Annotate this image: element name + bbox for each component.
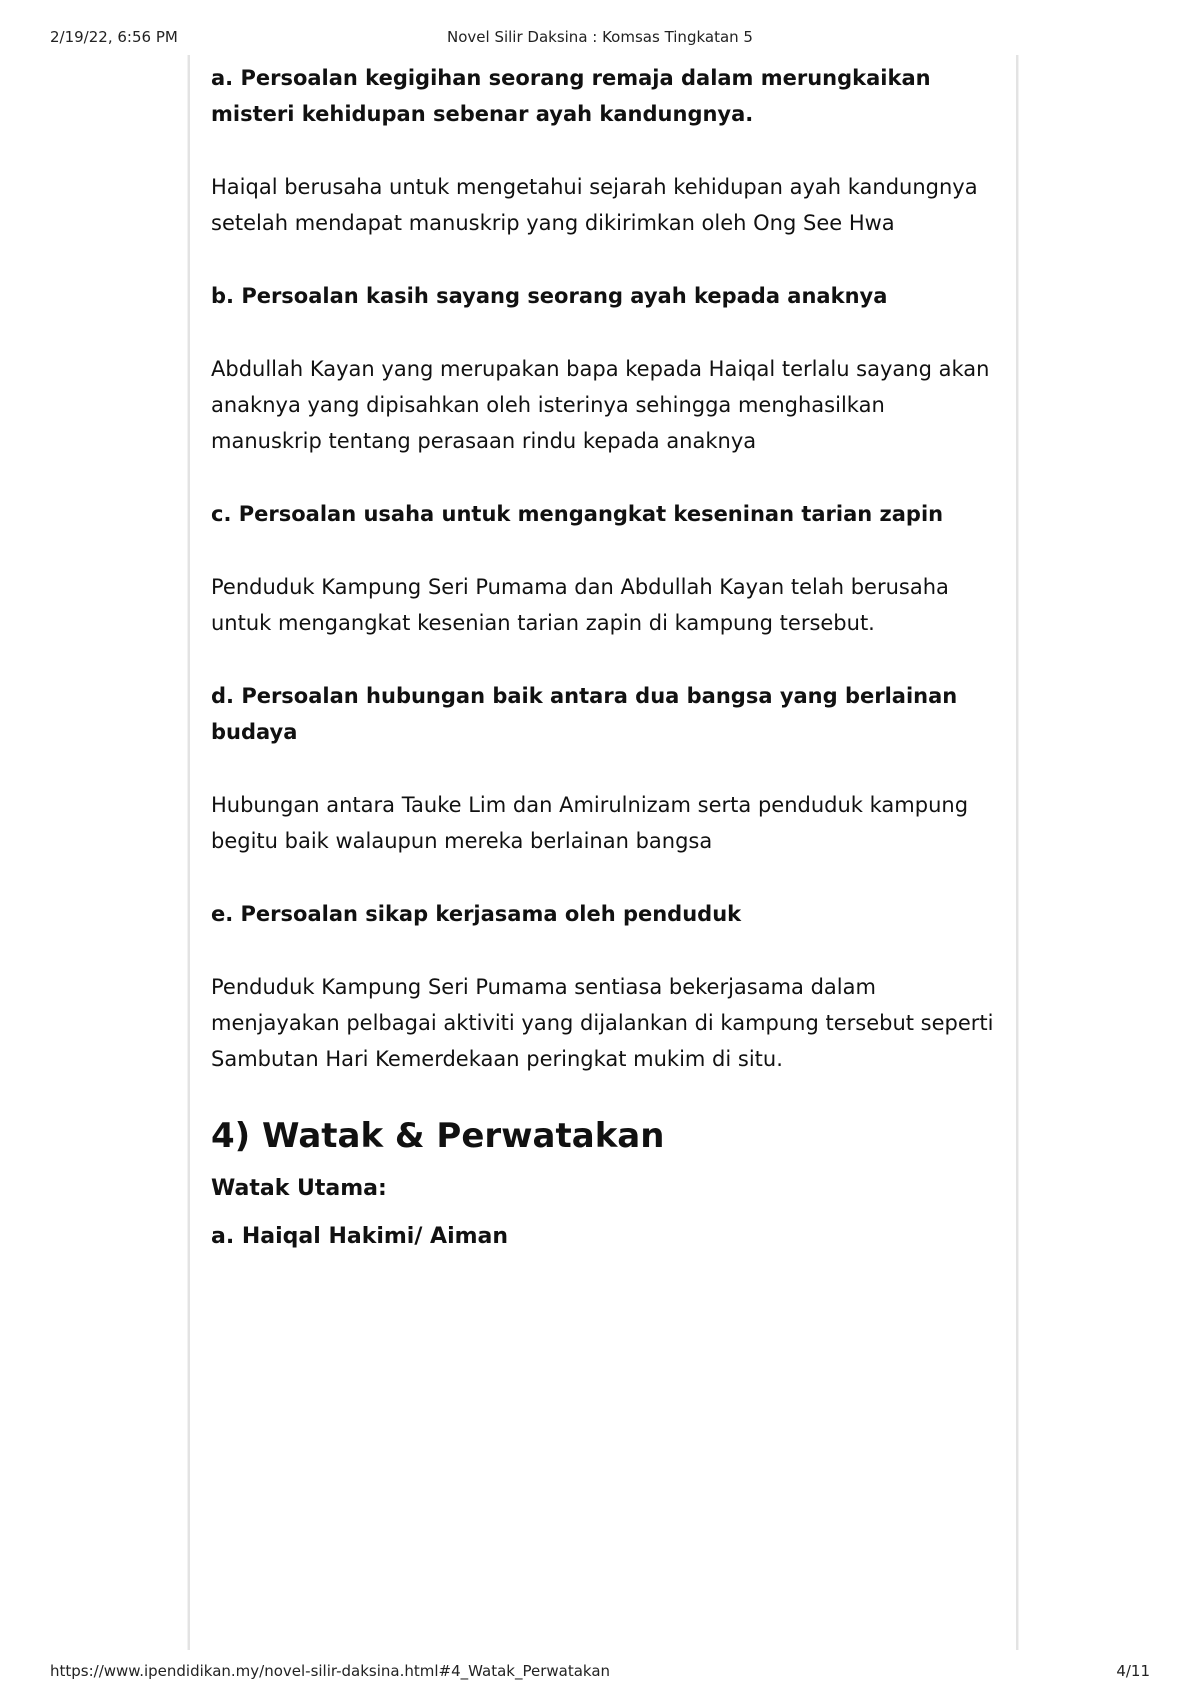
print-page-number: 4/11 xyxy=(1116,1662,1150,1680)
theme-heading-a: a. Persoalan kegigihan seorang remaja dalam merungkaikan misteri kehidupan sebenar ayah kandungnya. xyxy=(211,66,931,126)
print-header xyxy=(50,28,1150,50)
print-page-title: Novel Silir Daksina : Komsas Tingkatan 5 xyxy=(447,28,753,46)
print-footer xyxy=(50,1662,1150,1684)
theme-heading-e: e. Persoalan sikap kerjasama oleh penduduk xyxy=(211,902,742,926)
main-characters-heading: Watak Utama: xyxy=(211,1176,387,1201)
theme-heading-c: c. Persoalan usaha untuk mengangkat keseninan tarian zapin xyxy=(211,502,944,526)
theme-body-b: Abdullah Kayan yang merupakan bapa kepada Haiqal terlalu sayang akan anaknya yang dipisahkan oleh isterinya sehingga menghasilkan manuskrip tentang perasaan rindu kepada anaknya xyxy=(211,357,990,453)
section-title: 4) Watak & Perwatakan xyxy=(211,1116,665,1156)
theme-body-d: Hubungan antara Tauke Lim dan Amirulnizam serta penduduk kampung begitu baik walaupun mereka berlainan bangsa xyxy=(211,793,969,853)
theme-body-a: Haiqal berusaha untuk mengetahui sejarah kehidupan ayah kandungnya setelah mendapat manuskrip yang dikirimkan oleh Ong See Hwa xyxy=(211,175,978,235)
print-url: https://www.ipendidikan.my/novel-silir-daksina.html#4_Watak_Perwatakan xyxy=(50,1662,611,1680)
character-heading-a: a. Haiqal Hakimi/ Aiman xyxy=(211,1224,509,1249)
theme-body-e: Penduduk Kampung Seri Pumama sentiasa bekerjasama dalam menjayakan pelbagai aktiviti yang dijalankan di kampung tersebut seperti Sambutan Hari Kemerdekaan peringkat mukim di situ. xyxy=(211,975,994,1071)
theme-body-c: Penduduk Kampung Seri Pumama dan Abdullah Kayan telah berusaha untuk mengangkat kesenian tarian zapin di kampung tersebut. xyxy=(211,575,949,635)
article-body xyxy=(211,60,1001,1268)
print-datetime: 2/19/22, 6:56 PM xyxy=(50,28,178,46)
theme-heading-b: b. Persoalan kasih sayang seorang ayah kepada anaknya xyxy=(211,284,888,308)
theme-heading-d: d. Persoalan hubungan baik antara dua bangsa yang berlainan budaya xyxy=(211,684,958,744)
